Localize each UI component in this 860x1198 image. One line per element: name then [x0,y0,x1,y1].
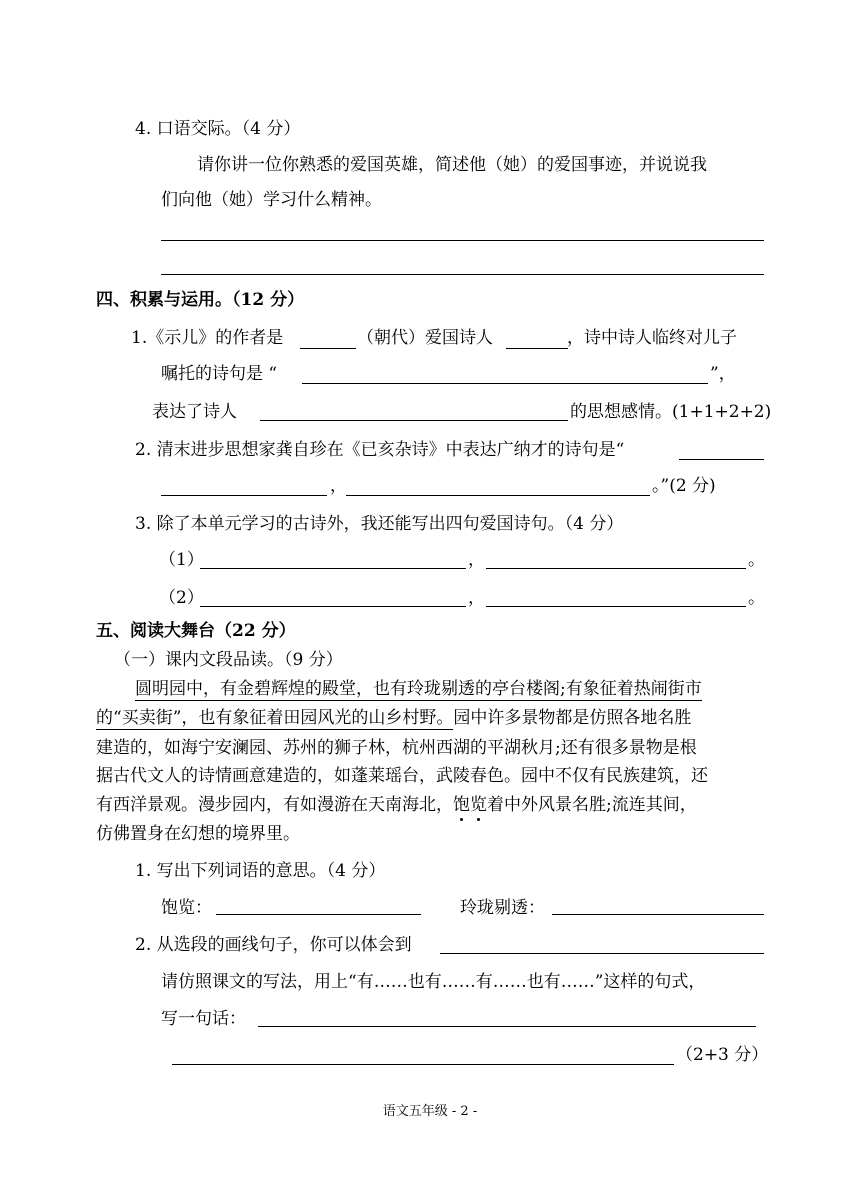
s4-q2-end: 。”(2 分) [652,476,716,496]
s4-q3-item2-blank-a[interactable] [200,606,466,607]
s4-q1-part3: ，诗中诗人临终对儿子 [567,328,737,348]
q4-answer-line-1[interactable] [161,240,764,241]
s5-q2-line2: 请仿照课文的写法，用上“有……也有……有……也有……”这样的句式， [161,972,706,992]
s4-q3-item2-comma: ， [468,588,485,608]
s4-q3-item1-period: 。 [748,550,765,570]
passage-line-5-a: 有西洋景观。漫步园内，有如漫游在天南海北， [96,795,453,815]
s4-q2-blank-2[interactable] [161,495,327,496]
s4-q3-item1-label: （1） [159,550,204,570]
s4-q2-blank-3[interactable] [346,495,650,496]
s4-q3-item1-blank-a[interactable] [200,568,466,569]
page-footer: 语文五年级 - 2 - [382,1104,478,1119]
passage-underlined-2: 的“买卖街”，也有象征着田园风光的山乡村野。 [96,708,454,728]
s4-q2-comma: ， [330,476,347,496]
section4-heading: 四、积累与运用。（12 分） [96,290,305,310]
s4-q3-item2-period: 。 [748,588,765,608]
q4-answer-line-2[interactable] [161,274,764,275]
passage-line-2 [96,706,691,730]
passage-line-6: 仿佛置身在幻想的境界里。 [96,824,300,844]
s4-q1-blank-feeling[interactable] [260,420,568,421]
q4-title: 4. 口语交际。（4 分） [135,119,301,139]
s4-q1-blank-author[interactable] [300,348,356,349]
s4-q1-line2-b: ”， [710,364,736,384]
passage-line-2-rest: 园中许多景物都是仿照各地名胜 [453,708,692,728]
passage-line-4: 据古代文人的诗情画意建造的，如蓬莱瑶台，武陵春色。园中不仅有民族建筑，还 [96,766,708,786]
s4-q1-blank-poet[interactable] [506,348,568,349]
q4-prompt-line2: 们向他（她）学习什么精神。 [161,190,382,210]
passage-line-5-b: 着中外风景名胜;流连其间， [487,795,697,815]
s4-q3-title: 3. 除了本单元学习的古诗外，我还能写出四句爱国诗句。（4 分） [135,514,624,534]
s4-q1-part2: （朝代）爱国诗人 [357,328,493,348]
s5-sub1-title: （一）课内文段品读。（9 分） [114,650,343,670]
s4-q3-item2-blank-b[interactable] [486,606,746,607]
s4-q1-part1: 1.《示儿》的作者是 [131,328,284,348]
s4-q2-line1: 2. 清末进步思想家龚自珍在《已亥杂诗》中表达广纳才的诗句是“ [135,440,625,460]
s4-q3-item2-label: （2） [159,588,204,608]
q4-prompt-line1: 请你讲一位你熟悉的爱国英雄，简述他（她）的爱国事迹，并说说我 [197,155,707,175]
s5-q1-word1-blank[interactable] [216,914,421,915]
s4-q3-item1-blank-b[interactable] [486,568,746,569]
s4-q2-blank-1[interactable] [679,459,764,460]
s5-q1-word2: 玲珑剔透： [460,898,545,918]
s4-q1-line2-a: 嘱托的诗句是 “ [161,364,278,384]
passage-line-3: 建造的，如海宁安澜园、苏州的狮子林，杭州西湖的平湖秋月;还有很多景物是根 [96,738,697,758]
s4-q1-line3-a: 表达了诗人 [152,402,237,422]
s4-q3-item1-comma: ， [468,550,485,570]
s5-q2-blank-1[interactable] [440,953,764,954]
s5-q1-word1: 饱览： [161,898,212,918]
passage-dotted-char-2: 览 [470,795,487,815]
s5-q2-blank-3[interactable] [172,1064,674,1065]
passage-underlined-1: 圆明园中，有金碧辉煌的殿堂，也有玲珑剔透的亭台楼阁;有象征着热闹街市 [135,679,702,699]
s5-q1-title: 1. 写出下列词语的意思。（4 分） [135,861,386,881]
passage-line-5 [96,793,697,817]
s5-q2-line3: 写一句话： [161,1009,246,1029]
s5-q2-score: （2+3 分） [676,1045,769,1065]
s4-q1-line3-b: 的思想感情。(1+1+2+2) [570,402,772,422]
passage-line-1 [135,677,702,701]
s5-q2-blank-2[interactable] [258,1026,756,1027]
passage-dotted-char-1: 饱 [453,795,470,815]
section5-heading: 五、阅读大舞台（22 分） [96,621,296,641]
s4-q1-blank-verse[interactable] [302,383,708,384]
s5-q2-line1: 2. 从选段的画线句子，你可以体会到 [135,935,412,955]
s5-q1-word2-blank[interactable] [552,914,764,915]
